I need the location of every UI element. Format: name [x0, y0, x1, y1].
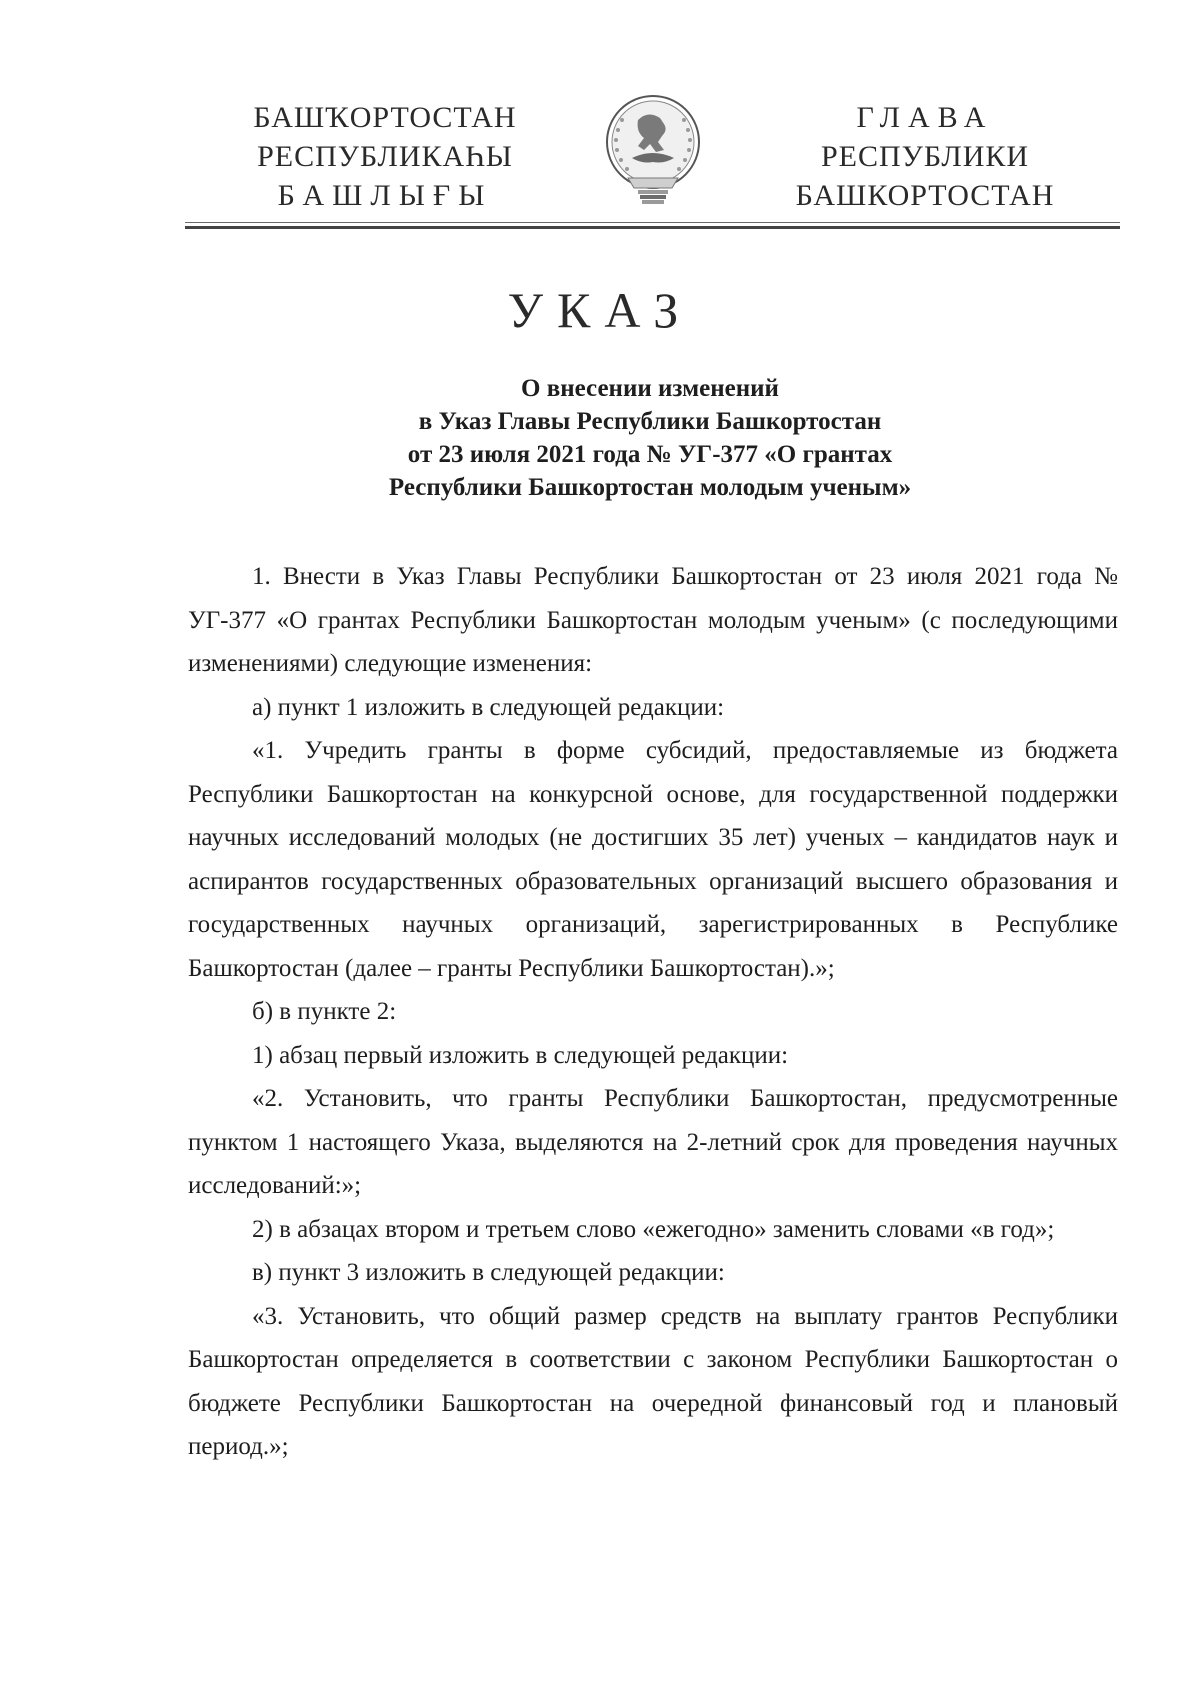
paragraph-6: «2. Установить, что гранты Республики Башкортостан, предусмотренные пунктом 1 настоящего Указа, выделяются на 2-летний срок для проведения научных исследований:»; [188, 1085, 1118, 1199]
subject-line-4: Республики Башкортостан молодым ученым» [388, 474, 912, 501]
header-bashkir-block [220, 98, 550, 215]
subject-line-3: от 23 июля 2021 года № УГ-377 «О грантах [407, 441, 893, 468]
document-body [188, 555, 1118, 1469]
header-bashkir-line-2: РЕСПУБЛИКАҺЫ [257, 140, 513, 173]
header-russian-block [760, 98, 1090, 215]
paragraph-9: «3. Установить, что общий размер средств на выплату грантов Республики Башкортостан определяется в соответствии с законом Республики Башкортостан о бюджете Республики Башкортостан на очередной финансовый год и плановый период.»; [188, 1302, 1118, 1460]
paragraph-3: «1. Учредить гранты в форме субсидий, предоставляемые из бюджета Республики Башкортостан на конкурсной основе, для государственной поддержки научных исследований молодых (не достигших 35 лет) ученых – кандидатов наук и аспирантов государственных образовательных организаций высшего образования и государственных научных организаций, зарегистрированных в Республике Башкортостан (далее – гранты Республики Башкортостан).»; [188, 737, 1118, 982]
document-subject [220, 372, 1080, 504]
document-type-title: УКАЗ [507, 282, 693, 338]
coat-of-arms-icon [598, 90, 708, 208]
header-russian-line-3: БАШКОРТОСТАН [795, 179, 1055, 212]
header-bashkir-line-1: БАШҠОРТОСТАН [253, 101, 517, 134]
paragraph-1: 1. Внести в Указ Главы Республики Башкортостан от 23 июля 2021 года № УГ-377 «О грантах Республики Башкортостан молодым ученым» (с последующими изменениями) следующие изменения: [188, 563, 1118, 677]
paragraph-5: 1) абзац первый изложить в следующей редакции: [252, 1041, 789, 1069]
header-bashkir-line-3: БАШЛЫҒЫ [277, 179, 493, 212]
paragraph-2: а) пункт 1 изложить в следующей редакции: [252, 693, 725, 721]
paragraph-8: в) пункт 3 изложить в следующей редакции: [252, 1259, 725, 1286]
header-rule-thick [185, 226, 1120, 229]
header-russian-line-1: ГЛАВА [856, 101, 994, 134]
subject-line-1: О внесении изменений [521, 375, 779, 402]
paragraph-4: б) в пункте 2: [252, 998, 397, 1025]
header-russian-line-2: РЕСПУБЛИКИ [820, 140, 1030, 173]
subject-line-2: в Указ Главы Республики Башкортостан [418, 408, 882, 435]
header-rule-thin [185, 222, 1120, 223]
paragraph-7: 2) в абзацах втором и третьем слово «ежегодно» заменить словами «в год»; [252, 1215, 1055, 1243]
